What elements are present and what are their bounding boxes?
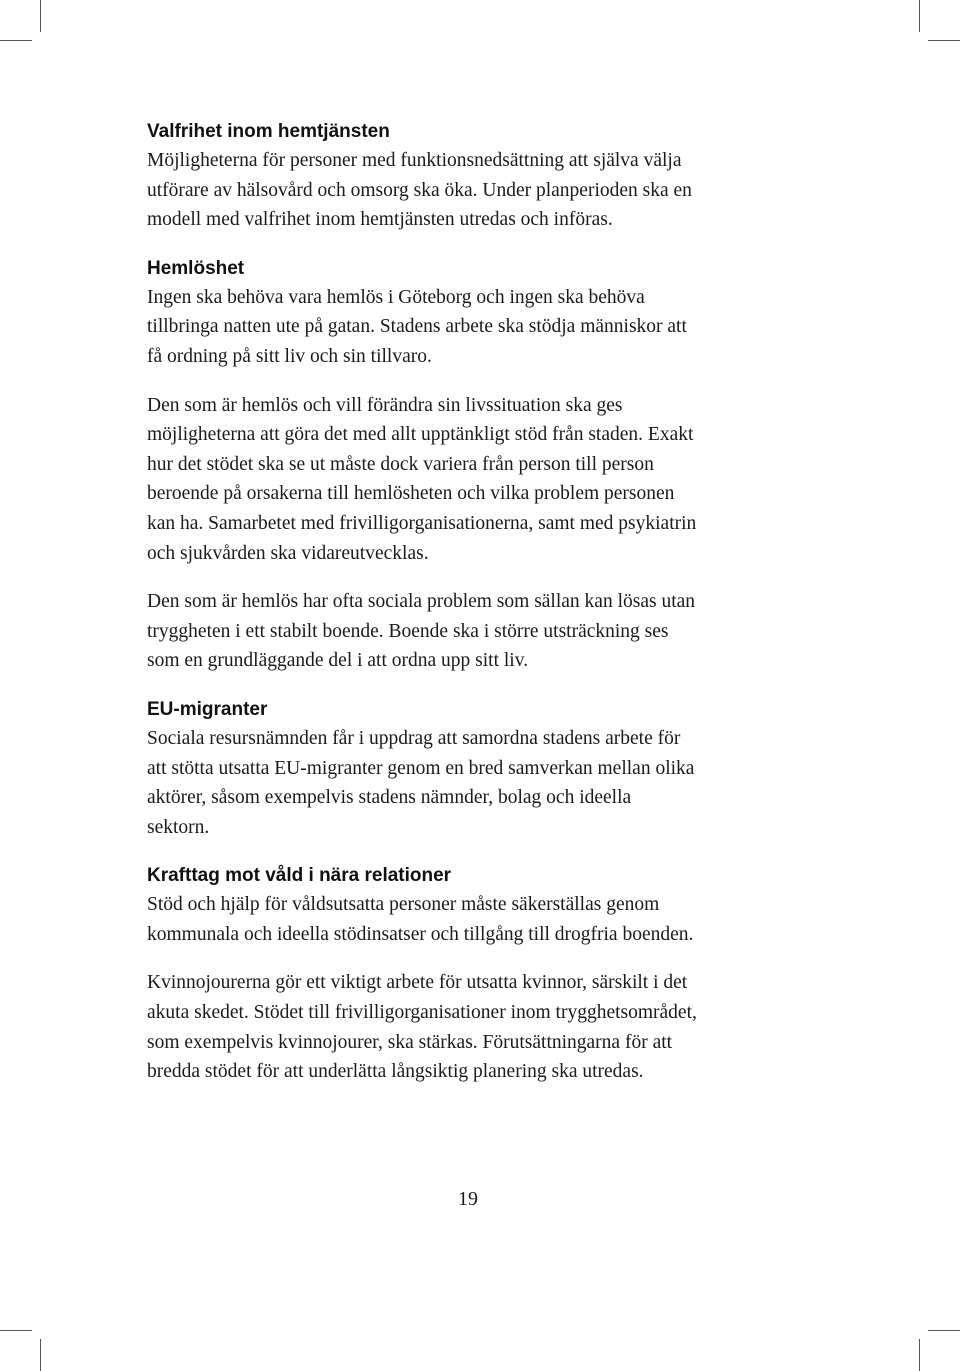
- text-line: Ingen ska behöva vara hemlös i Göteborg och ingen ska behöva: [147, 286, 645, 308]
- page-content: [147, 118, 827, 1087]
- text-line: aktörer, såsom exempelvis stadens nämnder, bolag och ideella: [147, 787, 632, 809]
- text-line: få ordning på sitt liv och sin tillvaro.: [147, 345, 432, 367]
- text-line: Kvinnojourerna gör ett viktigt arbete för utsatta kvinnor, särskilt i det: [147, 972, 688, 994]
- text-line: Den som är hemlös och vill förändra sin livssituation ska ges: [147, 394, 623, 416]
- page-number: 19: [458, 1188, 478, 1210]
- crop-mark-top-left-horizontal: [0, 40, 32, 41]
- paragraph: [147, 146, 827, 235]
- paragraph: [147, 724, 827, 842]
- text-line: tryggheten i ett stabilt boende. Boende ska i större utsträckning ses: [147, 620, 669, 642]
- crop-mark-bottom-left-horizontal: [0, 1330, 32, 1331]
- text-line: hur det stödet ska se ut måste dock variera från person till person: [147, 453, 654, 475]
- crop-mark-top-right-vertical: [919, 0, 920, 32]
- text-line: beroende på orsakerna till hemlösheten och vilka problem personen: [147, 483, 675, 505]
- crop-mark-top-right-horizontal: [928, 40, 960, 41]
- text-line: utförare av hälsovård och omsorg ska öka. Under planperioden ska en: [147, 179, 692, 201]
- section-heading-hemloshet: Hemlöshet: [147, 257, 245, 279]
- paragraph: [147, 283, 827, 372]
- text-line: Den som är hemlös har ofta sociala problem som sällan kan lösas utan: [147, 591, 696, 613]
- text-line: akuta skedet. Stödet till frivilligorganisationer inom trygghetsområdet,: [147, 1002, 697, 1024]
- text-line: sektorn.: [147, 816, 210, 838]
- crop-mark-top-left-vertical: [40, 0, 41, 32]
- paragraph: [147, 391, 827, 569]
- crop-mark-bottom-right-vertical: [919, 1339, 920, 1371]
- crop-mark-bottom-right-horizontal: [928, 1330, 960, 1331]
- section-heading-valfrihet: Valfrihet inom hemtjänsten: [147, 121, 390, 142]
- text-line: Sociala resursnämnden får i uppdrag att samordna stadens arbete för: [147, 727, 681, 749]
- text-line: Möjligheterna för personer med funktionsnedsättning att själva välja: [147, 150, 682, 171]
- paragraph: [147, 890, 827, 949]
- section-heading-krafttag: Krafttag mot våld i nära relationer: [147, 865, 452, 887]
- section-heading-eu-migranter: EU-migranter: [147, 698, 268, 720]
- paragraph: [147, 968, 827, 1086]
- paragraph: [147, 587, 827, 676]
- text-line: möjligheterna att göra det med allt upptänkligt stöd från staden. Exakt: [147, 424, 694, 446]
- text-line: som exempelvis kvinnojourer, ska stärkas. Förutsättningarna för att: [147, 1031, 673, 1053]
- text-line: bredda stödet för att underlätta långsiktig planering ska utredas.: [147, 1061, 644, 1083]
- text-line: och sjukvården ska vidareutvecklas.: [147, 542, 429, 564]
- crop-mark-bottom-left-vertical: [40, 1339, 41, 1371]
- text-line: kan ha. Samarbetet med frivilligorganisationerna, samt med psykiatrin: [147, 512, 697, 534]
- text-line: kommunala och ideella stödinsatser och tillgång till drogfria boenden.: [147, 923, 694, 945]
- text-line: att stötta utsatta EU-migranter genom en bred samverkan mellan olika: [147, 757, 695, 779]
- text-line: Stöd och hjälp för våldsutsatta personer måste säkerställas genom: [147, 894, 660, 916]
- text-line: som en grundläggande del i att ordna upp sitt liv.: [147, 650, 529, 672]
- text-line: modell med valfrihet inom hemtjänsten utredas och införas.: [147, 209, 613, 231]
- text-line: tillbringa natten ute på gatan. Stadens arbete ska stödja människor att: [147, 316, 687, 338]
